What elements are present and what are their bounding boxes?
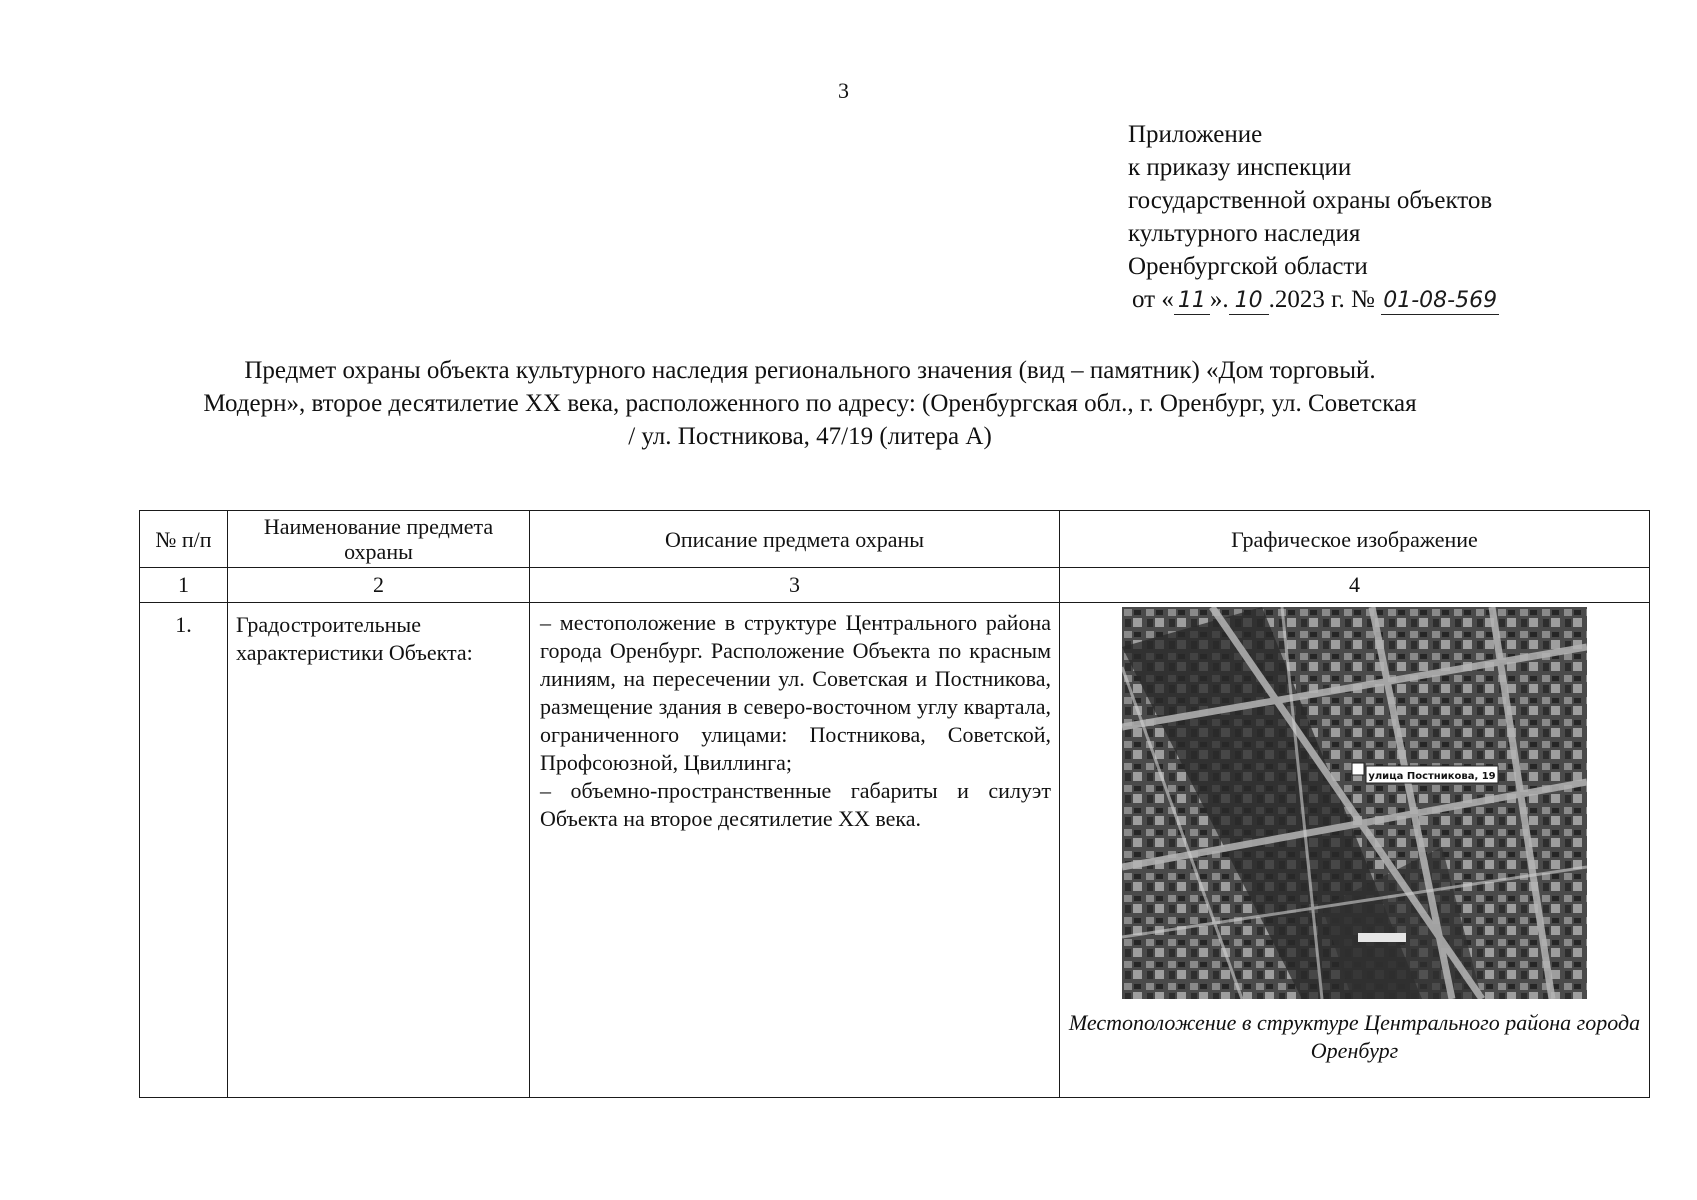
row-name: Градостроительные характеристики Объекта: bbox=[228, 603, 530, 1098]
title-line: / ул. Постникова, 47/19 (литера А) bbox=[628, 423, 992, 450]
appendix-line: Оренбургской области bbox=[1128, 253, 1368, 280]
document-title bbox=[150, 354, 1470, 453]
index-cell: 4 bbox=[1060, 568, 1650, 603]
map-label: улица Постникова, 19 bbox=[1368, 771, 1496, 782]
appendix-line: культурного наследия bbox=[1128, 220, 1361, 247]
order-date-line bbox=[1132, 283, 1499, 316]
page-number: 3 bbox=[838, 78, 849, 103]
appendix-line: к приказу инспекции bbox=[1128, 154, 1352, 181]
description-paragraph: – объемно-пространственные габариты и силуэт Объекта на второе десятилетие XX века. bbox=[540, 778, 1051, 831]
table-index-row bbox=[140, 568, 1650, 603]
table-header-row bbox=[140, 511, 1650, 568]
header-graphic: Графическое изображение bbox=[1060, 511, 1650, 568]
appendix-line: Приложение bbox=[1128, 121, 1263, 148]
title-line: Модерн», второе десятилетие XX века, расположенного по адресу: (Оренбургская обл., г. Оренбург, ул. Советская bbox=[203, 390, 1417, 417]
map-caption: Местоположение в структуре Центрального района города Оренбург bbox=[1068, 1010, 1641, 1063]
header-description: Описание предмета охраны bbox=[530, 511, 1060, 568]
index-cell: 2 bbox=[228, 568, 530, 603]
date-prefix: от « bbox=[1132, 286, 1174, 313]
header-name: Наименование предмета охраны bbox=[228, 511, 530, 568]
row-number: 1. bbox=[140, 603, 228, 1098]
index-cell: 1 bbox=[140, 568, 228, 603]
protection-subject-table bbox=[139, 510, 1650, 1098]
date-suffix: .2023 г. № bbox=[1268, 286, 1375, 313]
appendix-block bbox=[1128, 118, 1499, 316]
table-row bbox=[140, 603, 1650, 1098]
handwritten-order-number: 01-08-569 bbox=[1381, 288, 1499, 315]
row-description bbox=[530, 603, 1060, 1098]
handwritten-day: 11 bbox=[1174, 288, 1210, 315]
handwritten-month: 10 bbox=[1229, 288, 1269, 315]
index-cell: 3 bbox=[530, 568, 1060, 603]
description-paragraph: – местоположение в структуре Центрального района города Оренбург. Расположение Объекта по красным линиям, на пересечении ул. Советская и Постникова, размещение здания в северо-восточном углу квартала, ограниченного улицами: Постникова, Советской, Профсоюзной, Цвиллинга; bbox=[540, 610, 1051, 775]
title-line: Предмет охраны объекта культурного наследия регионального значения (вид – памятник) «Дом торговый. bbox=[244, 357, 1376, 384]
satellite-map-image bbox=[1122, 607, 1587, 999]
row-graphic bbox=[1060, 603, 1650, 1098]
header-number: № п/п bbox=[140, 511, 228, 568]
date-mid: ». bbox=[1209, 286, 1229, 313]
appendix-line: государственной охраны объектов bbox=[1128, 187, 1493, 214]
